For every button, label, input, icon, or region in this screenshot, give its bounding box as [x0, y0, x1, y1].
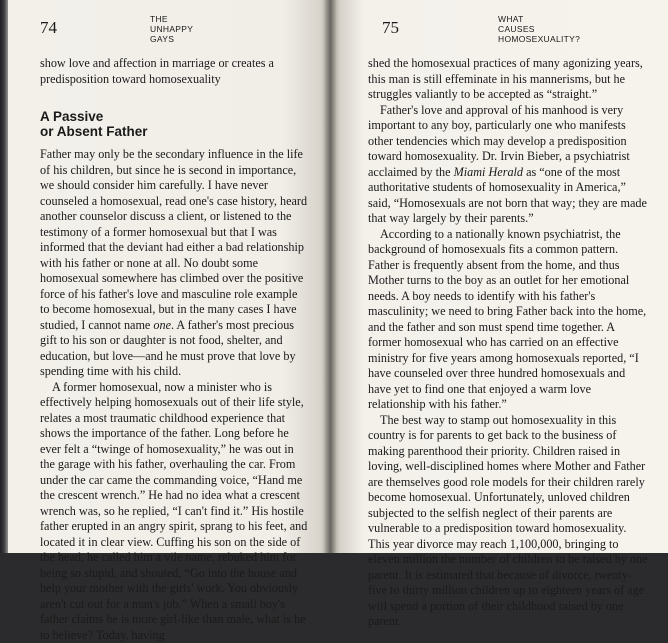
running-title-line: CAUSES — [498, 24, 580, 34]
left-running-head — [40, 10, 308, 56]
section-heading-line: or Absent Father — [40, 124, 308, 139]
running-title-line: THE — [150, 14, 193, 24]
paragraph-text: Father's love and approval of his manhood is very important to any boy, particularly one who manifests other tendencies which may develop a predisposition toward homosexuality. Dr. Irvin Bieber, a psychiatrist acclaimed by the — [368, 103, 630, 179]
paragraph: The best way to stamp out homosexuality in this country is for parents to get back to the business of making parenthood their priority. Children raised in loving, well-disciplined homes where Mother and Father are themselves good role models for their children rarely become homosexual. Unfortunately, unloved children subjected to the selfish neglect of their parents are vulnerable to a predisposition toward homosexuality. This year divorce may reach 1,100,000, bringing to eleven million the number of children to be raised by one parent. It is estimated that because of divorce, twenty-five to thirty million children up to eighteen years of age will spend a portion of their childhood raised by one parent. — [368, 413, 650, 630]
section-heading — [40, 109, 308, 139]
page-number-right: 75 — [382, 18, 399, 38]
right-page — [330, 0, 668, 553]
opening-paragraph: shed the homosexual practices of many agonizing years, this man is still effeminate in his mannerisms, but he struggles valiantly to be accepted as “straight.” — [368, 56, 650, 103]
page-number-left: 74 — [40, 18, 57, 38]
paragraph — [368, 103, 650, 227]
running-title-line: GAYS — [150, 34, 193, 44]
running-title-line: HOMOSEXUALITY? — [498, 34, 580, 44]
paragraph-text: Father may only be the secondary influence in the life of his children, but since he is second in importance, we should consider him carefully. I have never counseled a homosexual, read one's case history, heard another counselor discuss a client, or listened to the testimony of a former homosexual but that I was informed that the deviant had either a bad relationship with his father or none at all. No doubt some homosexual somewhere has climbed over the positive force of his father's love and masculine role example to become homosexual, but in the many cases I have studied, I cannot name — [40, 147, 307, 332]
running-title-line: UNHAPPY — [150, 24, 193, 34]
section-heading-line: A Passive — [40, 109, 308, 124]
paragraph: According to a nationally known psychiatrist, the background of homosexuals fits a common pattern. Father is frequently absent from the home, and thus Mother turns to the boy as an outlet for her emotional needs. A boy needs to identify with his father's masculinity; we need to bring Father back into the home, and the father and son must spend time together. A former homosexual who has carried on an effective ministry for five years among homosexuals reported, “I have counseled over three hundred homosexuals and have yet to find one that enjoyed a warm love relationship with his father.” — [368, 227, 650, 413]
opening-paragraph: show love and affection in marriage or creates a predisposition toward homosexuality — [40, 56, 308, 87]
paragraph — [40, 147, 308, 380]
right-body-text — [368, 56, 650, 630]
right-running-head — [368, 10, 650, 56]
left-body-text — [40, 56, 308, 643]
emphasis-text: one — [153, 318, 171, 332]
running-title-left — [150, 14, 193, 44]
emphasis-text: Miami Herald — [454, 165, 523, 179]
paragraph-text: as “one of the most authoritative students of homosexuality in America,” said, “Homosexuals are not born that way; they are made that way largely by their parents.” — [368, 165, 647, 226]
running-title-right — [498, 14, 580, 44]
running-title-line: WHAT — [498, 14, 580, 24]
left-page — [8, 0, 330, 553]
paragraph: A former homosexual, now a minister who is effectively helping homosexuals out of their life style, relates a most traumatic childhood experience that shows the importance of the father. Long before he ever felt a “twinge of homosexuality,” he was out in the garage with his father, overhauling the car. From under the car came the commanding voice, “Hand me the crescent wrench.” He had no idea what a crescent wrench was, so he replied, “I can't find it.” His hostile father erupted in an angry spirit, sprang to his feet, and located it in clear view. Cuffing his son on the side of the head, he called him a vile name, rebuked him for being so stupid, and shouted, “Go into the house and help your mother with the girls' work. You obviously aren't cut out for a man's job.” When a small boy's father claims he is more girl-like than male, what is he to believe? Today, having — [40, 380, 308, 643]
paragraph-text: . A father's most precious gift to his son or daughter is not food, shelter, and education, but love—and he must prove that love by spending time with his child. — [40, 318, 296, 379]
